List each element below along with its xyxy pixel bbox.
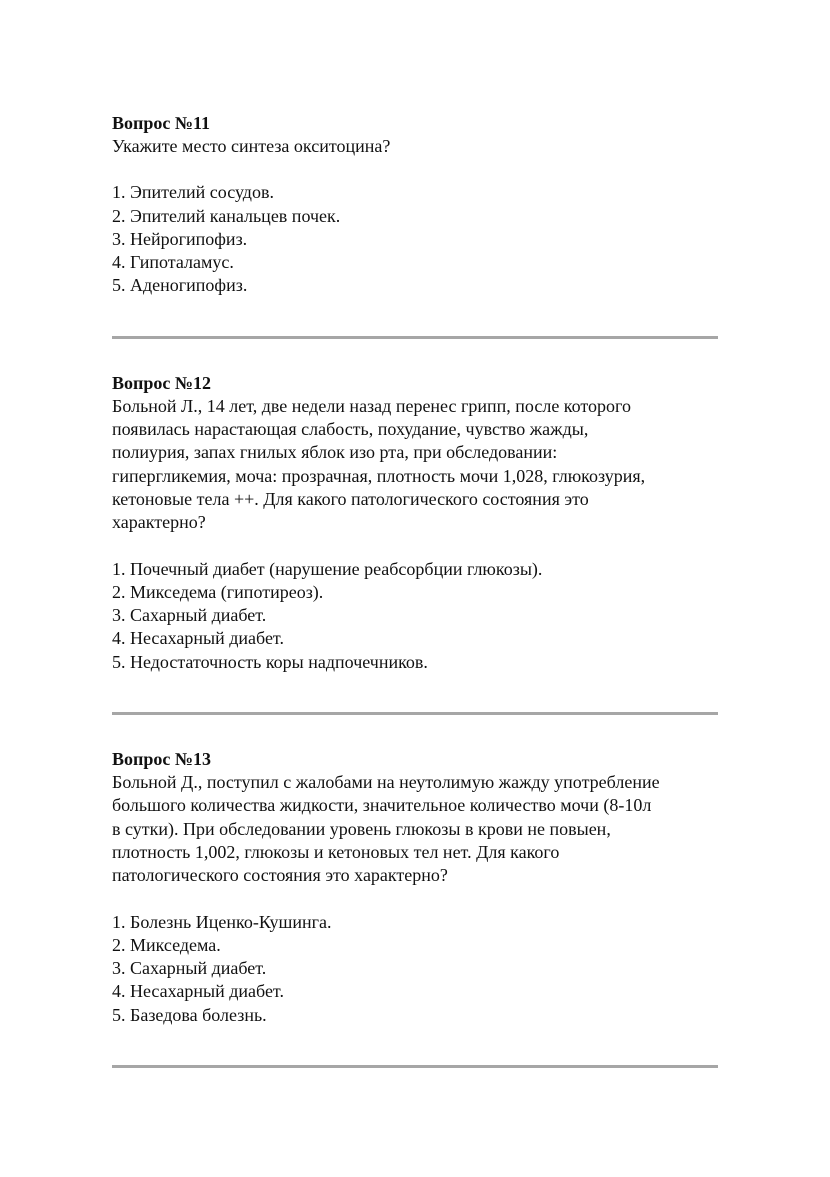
question-text-line: Укажите место синтеза окситоцина? bbox=[112, 136, 391, 156]
answer-option: 2. Микседема (гипотиреоз). bbox=[112, 581, 324, 602]
answer-option: 1. Эпителий сосудов. bbox=[112, 182, 274, 203]
answer-option: 4. Несахарный диабет. bbox=[112, 628, 284, 649]
document-page bbox=[112, 112, 720, 1101]
answer-options bbox=[112, 911, 720, 1027]
answer-option: 5. Недостаточность коры надпочечников. bbox=[112, 651, 428, 672]
question-text-line: характерно? bbox=[112, 512, 206, 533]
answer-option: 1. Болезнь Иценко-Кушинга. bbox=[112, 911, 332, 932]
question-title: Вопрос №11 bbox=[112, 113, 210, 133]
question-text bbox=[112, 135, 720, 158]
answer-option: 3. Сахарный диабет. bbox=[112, 605, 267, 626]
answer-option: 5. Аденогипофиз. bbox=[112, 275, 248, 296]
question-text-line: плотность 1,002, глюкозы и кетоновых тел нет. Для какого bbox=[112, 841, 560, 862]
answer-option: 2. Микседема. bbox=[112, 934, 221, 955]
question-text bbox=[112, 395, 720, 535]
answer-options bbox=[112, 181, 720, 297]
section-divider bbox=[112, 712, 718, 715]
question-13 bbox=[112, 748, 720, 1027]
question-text-line: Больной Л., 14 лет, две недели назад перенес грипп, после которого bbox=[112, 395, 631, 416]
question-title: Вопрос №13 bbox=[112, 749, 211, 770]
answer-option: 5. Базедова болезнь. bbox=[112, 1004, 267, 1025]
question-text-line: Больной Д., поступил с жалобами на неутолимую жажду употребление bbox=[112, 772, 660, 793]
section-divider bbox=[112, 336, 718, 339]
answer-option: 3. Сахарный диабет. bbox=[112, 958, 267, 979]
question-text-line: гипергликемия, моча: прозрачная, плотность мочи 1,028, глюкозурия, bbox=[112, 465, 646, 486]
question-12 bbox=[112, 372, 720, 674]
question-text-line: патологического состояния это характерно? bbox=[112, 865, 448, 886]
question-text bbox=[112, 771, 720, 887]
question-text-line: появилась нарастающая слабость, похудание, чувство жажды, bbox=[112, 419, 589, 440]
answer-options bbox=[112, 558, 720, 674]
question-text-line: большого количества жидкости, значительное количество мочи (8-10л bbox=[112, 795, 652, 816]
question-text-line: в сутки). При обследовании уровень глюкозы в крови не повыен, bbox=[112, 818, 611, 839]
answer-option: 2. Эпителий канальцев почек. bbox=[112, 205, 341, 226]
section-divider bbox=[112, 1065, 718, 1068]
question-text-line: кетоновые тела ++. Для какого патологического состояния это bbox=[112, 488, 589, 509]
answer-option: 1. Почечный диабет (нарушение реабсорбции глюкозы). bbox=[112, 558, 543, 579]
question-text-line: полиурия, запах гнилых яблок изо рта, при обследовании: bbox=[112, 442, 558, 463]
answer-option: 4. Гипоталамус. bbox=[112, 252, 234, 273]
question-11 bbox=[112, 112, 720, 298]
question-title: Вопрос №12 bbox=[112, 372, 211, 393]
answer-option: 3. Нейрогипофиз. bbox=[112, 228, 248, 249]
answer-option: 4. Несахарный диабет. bbox=[112, 981, 284, 1002]
